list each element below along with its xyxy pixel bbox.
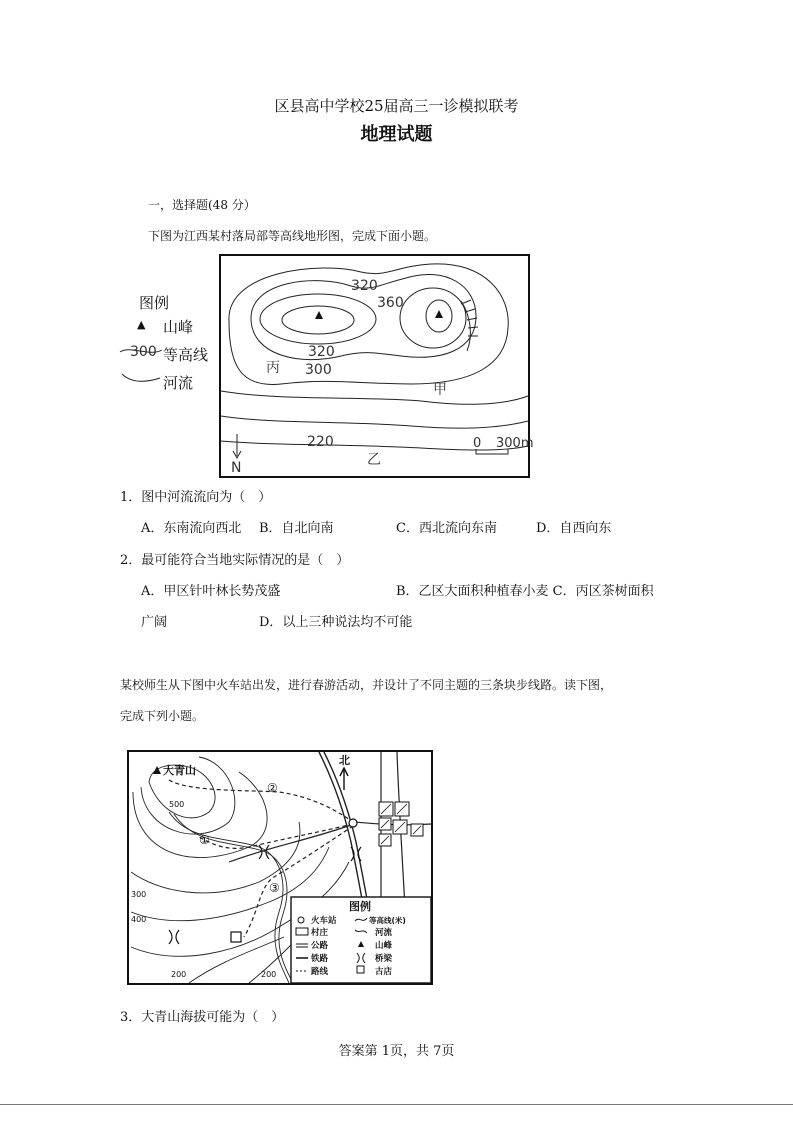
legend-river-label: 河流 — [163, 374, 194, 392]
legend-peak: 山峰 — [375, 941, 393, 951]
subject-title: 地理试题 — [360, 124, 433, 145]
area-label-bing: 丙 — [266, 360, 280, 376]
contour-map — [221, 256, 534, 476]
legend-route: 路线 — [311, 967, 329, 977]
q1-option-a[interactable]: A．东南流向西北 — [141, 521, 242, 536]
q2-option-bc[interactable]: B．乙区大面积种植春小麦 C．丙区茶树面积 — [396, 584, 654, 599]
peak-left-icon — [315, 311, 323, 319]
legend-contour-value: 300 — [130, 344, 157, 360]
legend-shop-icon — [357, 966, 364, 973]
group2-intro-line1: 某校师生从下图中火车站出发，进行春游活动，并设计了不同主题的三条块步线路。读下图， — [120, 678, 613, 692]
mountain-label: 大青山 — [163, 764, 196, 777]
q1-option-d[interactable]: D．自西向东 — [536, 521, 612, 536]
section-heading: 一，选择题(48 分） — [148, 198, 256, 212]
legend-title: 图例 — [349, 900, 371, 913]
contour-label-220: 220 — [307, 434, 334, 450]
legend-contour: 等高线(米) — [369, 916, 406, 925]
contour-label-320-mid: 320 — [308, 344, 335, 360]
scale-distance-label: 300m — [496, 436, 534, 451]
legend-contour-label: 等高线 — [163, 346, 209, 364]
route-map-legend — [291, 897, 431, 983]
peak-right-icon — [435, 310, 443, 318]
contour-label-320-top: 320 — [351, 278, 378, 294]
contour-label-200-a: 200 — [171, 970, 187, 979]
contour-label-300: 300 — [305, 362, 332, 378]
north-label: 北 — [339, 754, 350, 767]
legend-village: 村庄 — [311, 928, 329, 938]
north-arrow-icon — [233, 434, 241, 458]
legend-road: 公路 — [311, 941, 329, 951]
scale-zero-label: 0 — [473, 436, 482, 451]
legend-rail: 铁路 — [311, 954, 329, 964]
group1-intro: 下图为江西某村落局部等高线地形图，完成下面小题。 — [148, 229, 437, 243]
contour-label-300: 300 — [131, 890, 147, 899]
legend-shop: 古店 — [375, 967, 393, 977]
legend-bridge: 桥梁 — [375, 954, 393, 964]
route-map-frame — [127, 750, 433, 985]
route-2-label: ② — [267, 781, 278, 795]
page-footer: 答案第 1页，共 7页 — [338, 1044, 455, 1059]
route-map — [129, 752, 431, 983]
shop-icon — [231, 932, 241, 942]
legend-station: 火车站 — [311, 916, 337, 926]
contour-label-500: 500 — [169, 800, 185, 809]
route-3-label: ③ — [269, 881, 280, 895]
legend-river-icon — [120, 370, 162, 384]
train-station-icon — [349, 819, 357, 827]
q2-option-c-continued: 广阔 — [141, 615, 168, 630]
q1-option-c[interactable]: C．西北流向东南 — [396, 521, 497, 536]
area-label-yi: 乙 — [367, 452, 381, 468]
area-label-jia: 甲 — [433, 382, 447, 398]
q3-stem: 3．大青山海拔可能为（ ） — [120, 1010, 285, 1025]
route-1-label: ① — [199, 833, 210, 847]
q2-option-a[interactable]: A．甲区针叶林长势茂盛 — [141, 584, 281, 599]
q1-stem: 1．图中河流流向为（ ） — [120, 490, 272, 505]
group2-intro-line2: 完成下列小题。 — [120, 709, 205, 723]
contour-map-frame — [219, 254, 534, 478]
legend-title: 图例 — [139, 294, 170, 312]
dayingshan-peak-icon — [153, 766, 161, 774]
north-label: N — [231, 460, 242, 476]
contour-label-360: 360 — [377, 295, 404, 311]
q2-option-d[interactable]: D．以上三种说法均不可能 — [259, 615, 413, 630]
north-arrow-icon — [340, 768, 348, 790]
q2-stem: 2．最可能符合当地实际情况的是（ ） — [120, 553, 350, 568]
contour-label-200-b: 200 — [261, 970, 277, 979]
legend-peak-icon: ▲ — [137, 318, 146, 331]
legend-peak-label: 山峰 — [163, 318, 194, 336]
legend-village-icon — [296, 928, 308, 935]
q1-option-b[interactable]: B．自北向南 — [259, 521, 334, 536]
footer-divider — [0, 1104, 793, 1105]
legend-river: 河流 — [375, 928, 393, 938]
contour-label-400: 400 — [131, 915, 147, 924]
exam-title: 区县高中学校25届高三一诊模拟联考 — [274, 97, 519, 115]
